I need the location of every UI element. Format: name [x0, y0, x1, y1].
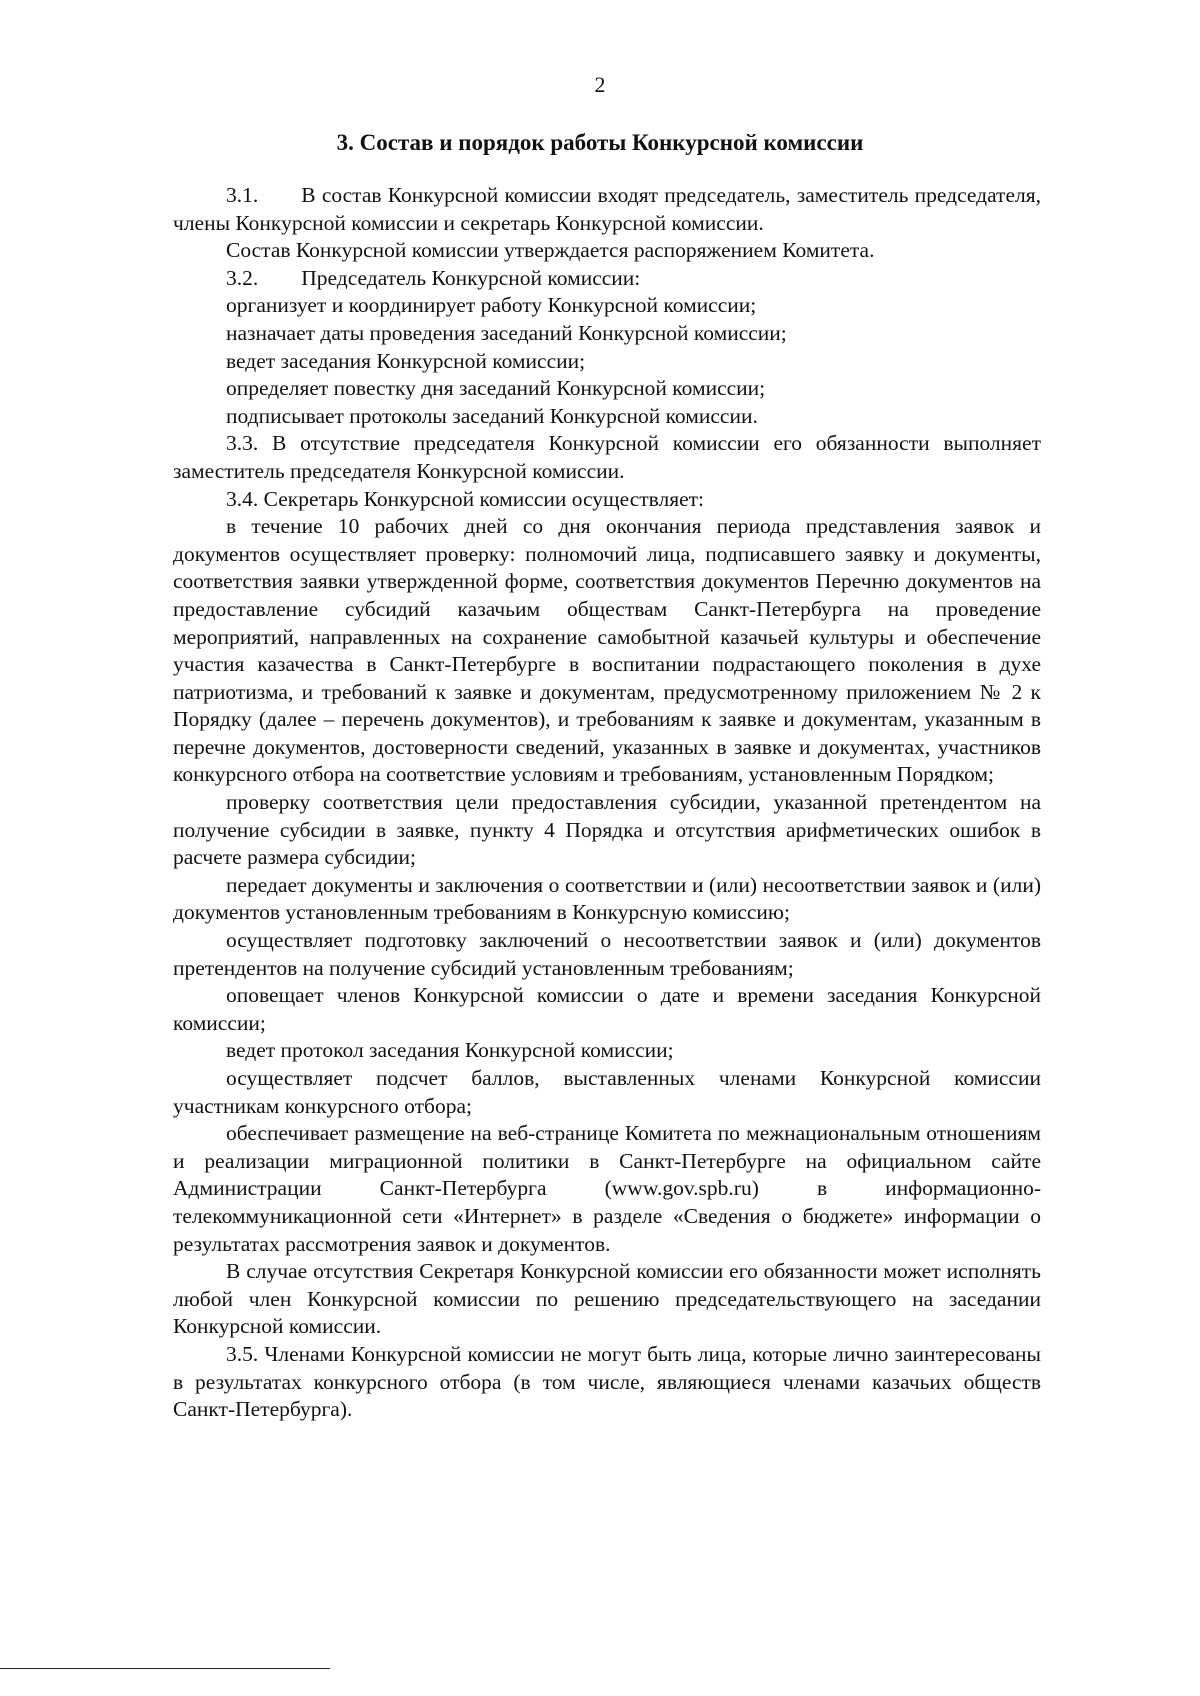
- paragraph-chair-duty: назначает даты проведения заседаний Конкурсной комиссии;: [226, 320, 787, 345]
- paragraph-secretary-duty: ведет протокол заседания Конкурсной комиссии;: [226, 1038, 674, 1063]
- paragraph-3-3: 3.3. В отсутствие председателя Конкурсной комиссии его обязанности выполняет заместитель председателя Конкурсной комиссии.: [173, 431, 1041, 483]
- paragraph-secretary-duty: осуществляет подготовку заключений о несоответствии заявок и (или) документов претендентов на получение субсидий установленным требованиям;: [173, 928, 1041, 980]
- paragraph-secretary-duty: осуществляет подсчет баллов, выставленных членами Конкурсной комиссии участникам конкурсного отбора;: [173, 1066, 1041, 1118]
- section-heading: 3. Состав и порядок работы Конкурсной комиссии: [336, 130, 864, 155]
- paragraph-chair-duty: подписывает протоколы заседаний Конкурсной комиссии.: [226, 403, 758, 428]
- paragraph-composition: Состав Конкурсной комиссии утверждается распоряжением Комитета.: [226, 238, 875, 263]
- paragraph-3-5: 3.5. Членами Конкурсной комиссии не могут быть лица, которые лично заинтересованы в результатах конкурсного отбора (в том числе, являющиеся членами казачьих обществ Санкт-Петербурга).: [173, 1341, 1041, 1422]
- paragraph-chair-duty: определяет повестку дня заседаний Конкурсной комиссии;: [226, 376, 766, 401]
- paragraph-secretary-duty: обеспечивает размещение на веб-странице Комитета по межнациональным отношениям и реализации миграционной политики в Санкт-Петербурге на официальном сайте Администрации Санкт-Петербурга (www.gov.spb.ru) в информационно-телекоммуникационной сети «Интернет» в разделе «Сведения о бюджете» информации о результатах рассмотрения заявок и документов.: [173, 1121, 1041, 1256]
- footer-rule: [0, 1668, 330, 1669]
- page-number: 2: [594, 72, 606, 97]
- document-body: [173, 182, 1041, 1424]
- paragraph-3-4: 3.4. Секретарь Конкурсной комиссии осуществляет:: [226, 486, 705, 511]
- paragraph-chair-duty: организует и координирует работу Конкурсной комиссии;: [226, 293, 757, 318]
- paragraph-chair-duty: ведет заседания Конкурсной комиссии;: [226, 348, 586, 373]
- paragraph-3-2: 3.2. Председатель Конкурсной комиссии:: [226, 265, 641, 290]
- paragraph-secretary-duty: оповещает членов Конкурсной комиссии о дате и времени заседания Конкурсной комиссии;: [173, 983, 1041, 1035]
- paragraph-secretary-absence: В случае отсутствия Секретаря Конкурсной комиссии его обязанности может исполнять любой член Конкурсной комиссии по решению председательствующего на заседании Конкурсной комиссии.: [173, 1259, 1041, 1339]
- paragraph-secretary-duty: в течение 10 рабочих дней со дня окончания периода представления заявок и документов осуществляет проверку: полномочий лица, подписавшего заявку и документы, соответствия заявки утвержденной форме, соответствия документов Перечню документов на предоставление субсидий казачьим обществам Санкт-Петербурга на проведение мероприятий, направленных на сохранение самобытной казачьей культуры и обеспечение участия казачества в Санкт-Петербурге в воспитании подрастающего поколения в духе патриотизма, и требований к заявке и документам, предусмотренному приложением № 2 к Порядку (далее – перечень документов), и требованиям к заявке и документам, указанным в перечне документов, достоверности сведений, указанных в заявке и документах, участников конкурсного отбора на соответствие условиям и требованиям, установленным Порядком;: [173, 514, 1041, 787]
- paragraph-secretary-duty: проверку соответствия цели предоставления субсидии, указанной претендентом на получение субсидии в заявке, пункту 4 Порядка и отсутствия арифметических ошибок в расчете размера субсидии;: [173, 790, 1041, 870]
- paragraph-secretary-duty: передает документы и заключения о соответствии и (или) несоответствии заявок и (или) документов установленным требованиям в Конкурсную комиссию;: [173, 872, 1041, 925]
- paragraph-3-1: 3.1. В состав Конкурсной комиссии входят председатель, заместитель председателя, члены Конкурсной комиссии и секретарь Конкурсной комиссии.: [173, 183, 1041, 235]
